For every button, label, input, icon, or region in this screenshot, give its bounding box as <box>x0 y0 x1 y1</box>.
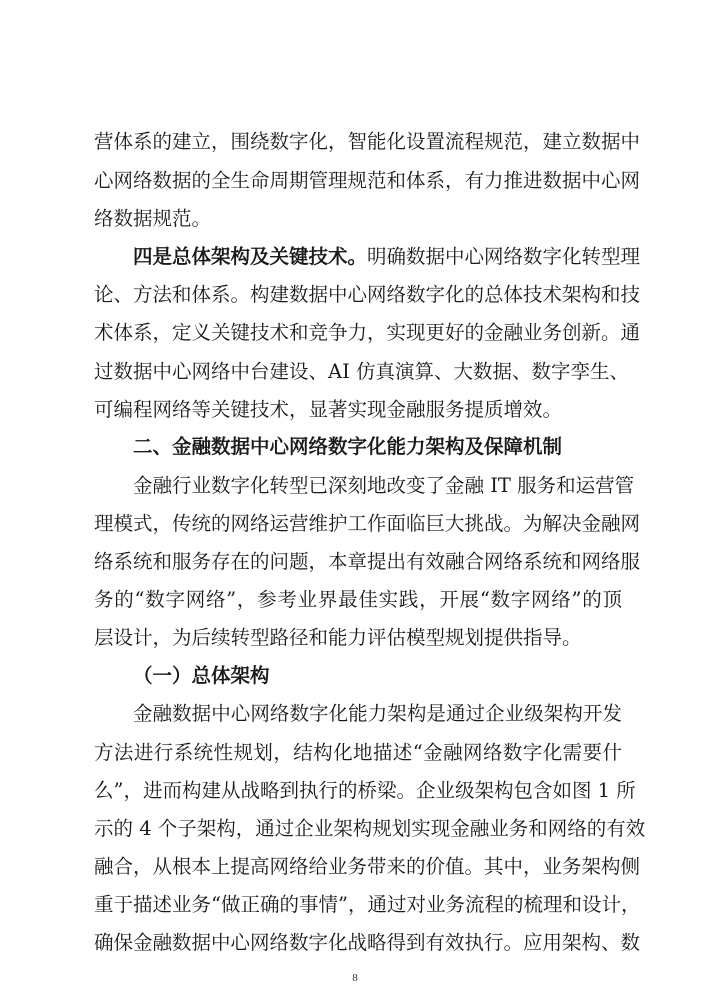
paragraph-line: 理模式，传统的网络运营维护工作面临巨大挑战。为解决金融网 <box>94 512 641 535</box>
subsection-heading: （一）总体架构 <box>133 664 270 687</box>
paragraph-line: 重于描述业务“做正确的事情”，通过对业务流程的梳理和设计， <box>94 893 641 916</box>
paragraph-line: 么”，进而构建从战略到执行的桥梁。企业级架构包含如图 1 所 <box>94 779 636 802</box>
paragraph-line: 论、方法和体系。构建数据中心网络数字化的总体技术架构和技 <box>94 283 641 306</box>
paragraph-line: 融合，从根本上提高网络给业务带来的价值。其中，业务架构侧 <box>94 855 641 878</box>
paragraph-line: 络系统和服务存在的问题，本章提出有效融合网络系统和网络服 <box>94 550 641 573</box>
paragraph-line: 金融数据中心网络数字化能力架构是通过企业级架构开发 <box>133 702 622 725</box>
paragraph-lead: 四是总体架构及关键技术。 <box>133 245 368 268</box>
paragraph-text: 明确数据中心网络数字化转型理 <box>367 245 641 268</box>
paragraph-line: 心网络数据的全生命周期管理规范和体系，有力推进数据中心网 <box>94 169 641 192</box>
paragraph-line: 确保金融数据中心网络数字化战略得到有效执行。应用架构、数 <box>94 931 641 954</box>
section-heading: 二、金融数据中心网络数字化能力架构及保障机制 <box>133 435 563 458</box>
paragraph-line: 过数据中心网络中台建设、AI 仿真演算、大数据、数字孪生、 <box>94 360 629 383</box>
paragraph-line: 方法进行系统性规划，结构化地描述“金融网络数字化需要什 <box>94 741 622 764</box>
paragraph-first-line <box>133 241 641 273</box>
paragraph-line: 示的 4 个子架构，通过企业架构规划实现金融业务和网络的有效 <box>94 817 646 840</box>
paragraph-line: 术体系，定义关键技术和竞争力，实现更好的金融业务创新。通 <box>94 321 641 344</box>
paragraph-line: 络数据规范。 <box>94 207 212 230</box>
paragraph-line: 金融行业数字化转型已深刻地改变了金融 IT 服务和运营管 <box>133 474 635 497</box>
page-number: 8 <box>352 972 358 984</box>
paragraph-line: 务的“数字网络”，参考业界最佳实践，开展“数字网络”的顶 <box>94 588 622 611</box>
paragraph-line: 可编程网络等关键技术，显著实现金融服务提质增效。 <box>94 398 563 421</box>
paragraph-line: 层设计，为后续转型路径和能力评估模型规划提供指导。 <box>94 626 582 649</box>
paragraph-line: 营体系的建立，围绕数字化，智能化设置流程规范，建立数据中 <box>94 130 641 153</box>
